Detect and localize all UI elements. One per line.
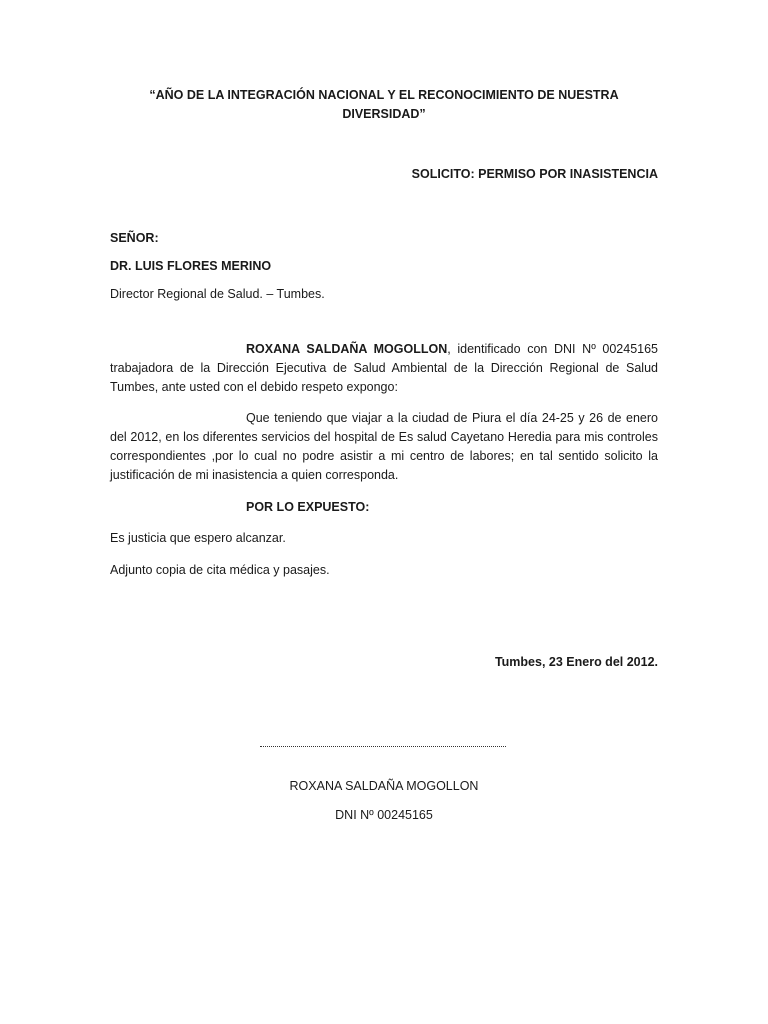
- motto-line-1: “AÑO DE LA INTEGRACIÓN NACIONAL Y EL RECONOCIMIENTO DE NUESTRA: [149, 88, 619, 102]
- closing-justicia: Es justicia que espero alcanzar.: [110, 531, 286, 545]
- signature-name: ROXANA SALDAÑA MOGOLLON: [289, 779, 479, 793]
- place-and-date: Tumbes, 23 Enero del 2012.: [494, 655, 658, 669]
- body-paragraph-2: [110, 409, 658, 485]
- request-subject: SOLICITO: PERMISO POR INASISTENCIA: [411, 167, 658, 181]
- por-lo-expuesto: POR LO EXPUESTO:: [246, 500, 370, 514]
- signature-line: [260, 746, 506, 747]
- motto-line-2: DIVERSIDAD”: [342, 107, 426, 121]
- paragraph-1-text: , identificado con DNI Nº 00245165 trabajadora de la Dirección Ejecutiva de Salud Ambiental de la Dirección Regional de Salud Tumbes, ante usted con el debido respeto expongo:: [110, 342, 659, 394]
- addressee-title: Director Regional de Salud. – Tumbes.: [110, 287, 325, 301]
- paragraph-2-text: Que teniendo que viajar a la ciudad de Piura el día 24-25 y 26 de enero del 2012, en los diferentes servicios del hospital de Es salud Cayetano Heredia para mis controles correspondientes ,por lo cual no podre asistir a mi centro de labores; en tal sentido solicito la justificación de mi inasistencia a quien corresponda.: [110, 411, 658, 482]
- signature-dni: DNI Nº 00245165: [335, 808, 433, 822]
- body-paragraph-1: [110, 340, 658, 397]
- addressee-salutation: SEÑOR:: [110, 231, 159, 245]
- year-motto-heading: [130, 86, 638, 124]
- addressee-name: DR. LUIS FLORES MERINO: [110, 259, 272, 273]
- applicant-name: ROXANA SALDAÑA MOGOLLON: [246, 342, 448, 356]
- attachments-note: Adjunto copia de cita médica y pasajes.: [110, 563, 330, 577]
